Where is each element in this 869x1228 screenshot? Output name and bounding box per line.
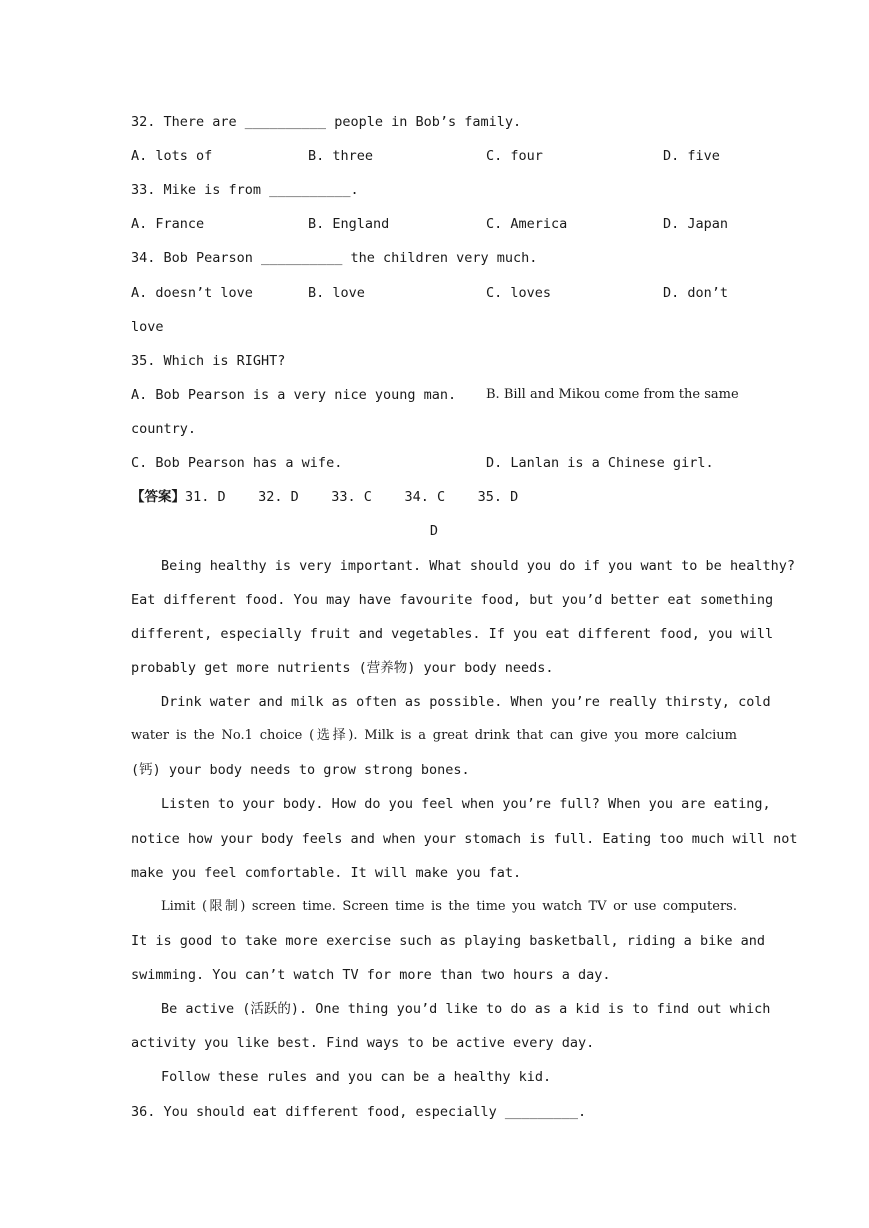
question-34-option-a: A. doesn’t love [131, 285, 253, 301]
passage-line: notice how your body feels and when your stomach is full. Eating too much will not [131, 831, 798, 847]
question-33-option-b: B. England [308, 216, 390, 232]
question-35-option-b: B. Bill and Mikou come from the same [486, 387, 739, 402]
question-35-option-b-continued: country. [131, 421, 197, 437]
question-35-option-a: A. Bob Pearson is a very nice young man. [131, 387, 457, 403]
passage-line: Limit (限制) screen time. Screen time is the time you watch TV or use computers. [161, 899, 737, 914]
passage-line: swimming. You can’t watch TV for more than two hours a day. [131, 967, 611, 983]
passage-line: (钙) your body needs to grow strong bones. [131, 762, 470, 778]
question-35-option-d: D. Lanlan is a Chinese girl. [486, 455, 714, 471]
question-33-option-d: D. Japan [663, 216, 729, 232]
passage-line: Eat different food. You may have favourite food, but you’d better eat something [131, 592, 774, 608]
question-32-option-d: D. five [663, 148, 720, 164]
question-32-option-b: B. three [308, 148, 374, 164]
passage-line: probably get more nutrients (营养物) your body needs. [131, 660, 554, 676]
question-35-option-c: C. Bob Pearson has a wife. [131, 455, 343, 471]
question-33-option-c: C. America [486, 216, 568, 232]
question-35-stem: 35. Which is RIGHT? [131, 353, 286, 369]
question-34-option-d: D. don’t [663, 285, 729, 301]
passage-line: different, especially fruit and vegetables. If you eat different food, you will [131, 626, 774, 642]
question-33-option-a: A. France [131, 216, 205, 232]
question-33-stem: 33. Mike is from __________. [131, 182, 359, 198]
question-34-option-b: B. love [308, 285, 365, 301]
passage-line: Follow these rules and you can be a healthy kid. [161, 1069, 552, 1085]
question-34-option-c: C. loves [486, 285, 552, 301]
answer-label: 【答案】 [131, 489, 185, 505]
question-36-stem: 36. You should eat different food, especially _________. [131, 1104, 587, 1120]
passage-line: Be active (活跃的). One thing you’d like to do as a kid is to find out which [161, 1001, 771, 1017]
passage-line: Drink water and milk as often as possible. When you’re really thirsty, cold [161, 694, 771, 710]
section-heading: D [429, 523, 439, 539]
question-34-stem: 34. Bob Pearson __________ the children very much. [131, 250, 538, 266]
passage-line: water is the No.1 choice (选择). Milk is a great drink that can give you more calcium [131, 728, 737, 743]
passage-line: Listen to your body. How do you feel when you’re full? When you are eating, [161, 796, 771, 812]
passage-line: make you feel comfortable. It will make you fat. [131, 865, 522, 881]
answer-values: 31. D 32. D 33. C 34. C 35. D [185, 489, 519, 505]
passage-line: Being healthy is very important. What should you do if you want to be healthy? [161, 558, 795, 574]
passage-line: It is good to take more exercise such as playing basketball, riding a bike and [131, 933, 765, 949]
question-32-option-c: C. four [486, 148, 543, 164]
answer-key [131, 487, 737, 507]
question-32-option-a: A. lots of [131, 148, 213, 164]
question-34-option-d-continued: love [131, 319, 164, 335]
question-32-stem: 32. There are __________ people in Bob’s family. [131, 114, 522, 130]
passage-line: activity you like best. Find ways to be active every day. [131, 1035, 595, 1051]
